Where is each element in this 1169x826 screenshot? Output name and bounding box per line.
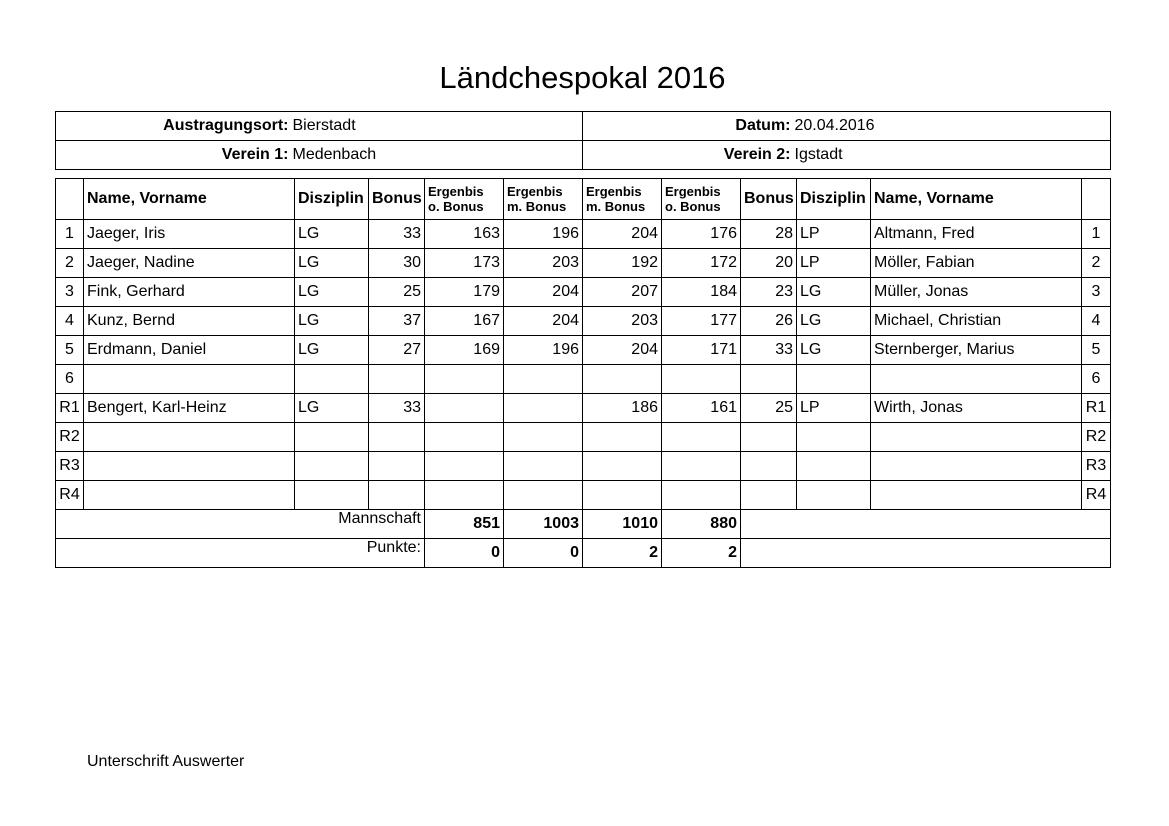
discipline-right-cell [797,365,871,394]
row-label-left: R1 [56,394,84,423]
signature-label: Unterschrift Auswerter [87,753,245,770]
result-without-bonus-left-cell: 167 [425,307,504,336]
name-left-cell: Jaeger, Iris [84,220,295,249]
header-name-left: Name, Vorname [84,179,295,220]
result-without-bonus-right-cell [662,481,741,510]
club2-label: Verein 2: [583,141,795,170]
name-right-cell: Müller, Jonas [871,278,1082,307]
result-with-bonus-left-cell [504,423,583,452]
discipline-left-cell: LG [295,336,369,365]
result-with-bonus-right-cell [583,423,662,452]
points-row [56,539,1111,568]
header-result-with-bonus-left: Ergenbis m. Bonus [504,179,583,220]
bonus-left-cell: 30 [369,249,425,278]
row-label-right: 1 [1082,220,1111,249]
row-label-left: 6 [56,365,84,394]
result-without-bonus-right-cell: 177 [662,307,741,336]
bonus-left-cell: 37 [369,307,425,336]
header-result-with-bonus-right: Ergenbis m. Bonus [583,179,662,220]
points-blank [741,539,1111,568]
venue-label: Austragungsort: [56,112,293,141]
result-with-bonus-left-cell: 203 [504,249,583,278]
result-without-bonus-right-cell: 184 [662,278,741,307]
team-total-value: 1003 [504,510,583,539]
discipline-right-cell [797,423,871,452]
bonus-right-cell: 23 [741,278,797,307]
row-label-right: 6 [1082,365,1111,394]
name-right-cell [871,452,1082,481]
result-without-bonus-right-cell: 171 [662,336,741,365]
result-without-bonus-left-cell: 179 [425,278,504,307]
row-label-right: R4 [1082,481,1111,510]
table-row [56,336,1111,365]
bonus-left-cell [369,481,425,510]
row-label-right: 5 [1082,336,1111,365]
results-header-row [56,179,1111,220]
table-row [56,394,1111,423]
table-row [56,452,1111,481]
row-label-right: R2 [1082,423,1111,452]
name-left-cell: Fink, Gerhard [84,278,295,307]
row-label-right: 2 [1082,249,1111,278]
match-info-row-1 [56,112,1111,141]
result-without-bonus-right-cell: 172 [662,249,741,278]
discipline-left-cell [295,423,369,452]
result-with-bonus-left-cell: 204 [504,278,583,307]
match-info-row-2 [56,141,1111,170]
team-total-value: 1010 [583,510,662,539]
result-without-bonus-left-cell [425,365,504,394]
row-label-right: R3 [1082,452,1111,481]
name-left-cell [84,481,295,510]
discipline-right-cell: LP [797,220,871,249]
result-with-bonus-right-cell: 203 [583,307,662,336]
row-label-left: 4 [56,307,84,336]
row-label-left: 3 [56,278,84,307]
result-without-bonus-left-cell: 173 [425,249,504,278]
name-right-cell [871,365,1082,394]
bonus-right-cell [741,423,797,452]
discipline-left-cell [295,481,369,510]
row-label-right: 3 [1082,278,1111,307]
bonus-right-cell: 20 [741,249,797,278]
result-with-bonus-left-cell [504,452,583,481]
header-name-right: Name, Vorname [871,179,1082,220]
bonus-right-cell: 28 [741,220,797,249]
club2-value: Igstadt [795,141,1111,170]
table-row [56,307,1111,336]
team-total-value: 880 [662,510,741,539]
discipline-right-cell: LP [797,249,871,278]
result-without-bonus-right-cell: 161 [662,394,741,423]
result-without-bonus-left-cell: 163 [425,220,504,249]
venue-value: Bierstadt [293,112,583,141]
team-total-value: 851 [425,510,504,539]
result-without-bonus-right-cell: 176 [662,220,741,249]
name-left-cell: Kunz, Bernd [84,307,295,336]
row-label-left: 2 [56,249,84,278]
result-with-bonus-left-cell: 196 [504,336,583,365]
team-total-row [56,510,1111,539]
points-value: 0 [425,539,504,568]
discipline-right-cell: LP [797,394,871,423]
club1-label: Verein 1: [56,141,293,170]
table-row [56,220,1111,249]
discipline-left-cell: LG [295,220,369,249]
name-left-cell: Jaeger, Nadine [84,249,295,278]
table-row [56,423,1111,452]
table-row [56,278,1111,307]
name-right-cell [871,423,1082,452]
club1-value: Medenbach [293,141,583,170]
match-info-table [55,111,1111,170]
name-right-cell: Sternberger, Marius [871,336,1082,365]
points-value: 2 [662,539,741,568]
points-label: Punkte: [56,539,425,568]
header-discipline-left: Disziplin [295,179,369,220]
discipline-right-cell: LG [797,278,871,307]
table-row [56,481,1111,510]
results-table [55,178,1111,568]
header-bonus-left: Bonus [369,179,425,220]
result-with-bonus-left-cell: 204 [504,307,583,336]
discipline-left-cell: LG [295,394,369,423]
result-with-bonus-left-cell [504,394,583,423]
row-label-left: R4 [56,481,84,510]
team-total-blank [741,510,1111,539]
row-label-left: 5 [56,336,84,365]
points-value: 0 [504,539,583,568]
name-left-cell [84,423,295,452]
name-left-cell: Erdmann, Daniel [84,336,295,365]
bonus-right-cell [741,481,797,510]
result-with-bonus-left-cell: 196 [504,220,583,249]
header-result-without-bonus-left: Ergenbis o. Bonus [425,179,504,220]
result-with-bonus-right-cell: 207 [583,278,662,307]
discipline-left-cell: LG [295,249,369,278]
name-right-cell: Altmann, Fred [871,220,1082,249]
bonus-right-cell: 33 [741,336,797,365]
name-left-cell [84,452,295,481]
header-bonus-right: Bonus [741,179,797,220]
bonus-right-cell [741,365,797,394]
name-right-cell: Möller, Fabian [871,249,1082,278]
result-without-bonus-right-cell [662,365,741,394]
row-label-right: 4 [1082,307,1111,336]
result-with-bonus-right-cell: 204 [583,220,662,249]
bonus-left-cell: 27 [369,336,425,365]
result-with-bonus-left-cell [504,481,583,510]
header-result-without-bonus-right: Ergenbis o. Bonus [662,179,741,220]
name-right-cell [871,481,1082,510]
result-without-bonus-left-cell [425,394,504,423]
result-with-bonus-right-cell [583,365,662,394]
name-right-cell: Michael, Christian [871,307,1082,336]
table-row [56,249,1111,278]
result-without-bonus-right-cell [662,452,741,481]
name-right-cell: Wirth, Jonas [871,394,1082,423]
page-title: Ländchespokal 2016 [439,60,726,95]
bonus-left-cell: 25 [369,278,425,307]
header-blank-left [56,179,84,220]
result-without-bonus-left-cell [425,452,504,481]
result-without-bonus-left-cell: 169 [425,336,504,365]
bonus-left-cell [369,423,425,452]
discipline-right-cell: LG [797,336,871,365]
discipline-left-cell: LG [295,278,369,307]
row-label-left: 1 [56,220,84,249]
discipline-right-cell [797,452,871,481]
header-discipline-right: Disziplin [797,179,871,220]
bonus-right-cell: 26 [741,307,797,336]
team-total-label: Mannschaft [56,510,425,539]
result-with-bonus-left-cell [504,365,583,394]
points-value: 2 [583,539,662,568]
row-label-left: R3 [56,452,84,481]
header-blank-right [1082,179,1111,220]
result-with-bonus-right-cell: 204 [583,336,662,365]
result-with-bonus-right-cell [583,481,662,510]
table-row [56,365,1111,394]
result-without-bonus-right-cell [662,423,741,452]
bonus-left-cell: 33 [369,220,425,249]
bonus-left-cell [369,365,425,394]
discipline-left-cell: LG [295,307,369,336]
discipline-left-cell [295,452,369,481]
result-without-bonus-left-cell [425,423,504,452]
bonus-left-cell: 33 [369,394,425,423]
discipline-left-cell [295,365,369,394]
result-without-bonus-left-cell [425,481,504,510]
result-with-bonus-right-cell: 192 [583,249,662,278]
date-value: 20.04.2016 [795,112,1111,141]
result-with-bonus-right-cell [583,452,662,481]
discipline-right-cell [797,481,871,510]
bonus-right-cell: 25 [741,394,797,423]
date-label: Datum: [583,112,795,141]
bonus-right-cell [741,452,797,481]
name-left-cell: Bengert, Karl-Heinz [84,394,295,423]
bonus-left-cell [369,452,425,481]
row-label-left: R2 [56,423,84,452]
row-label-right: R1 [1082,394,1111,423]
result-with-bonus-right-cell: 186 [583,394,662,423]
discipline-right-cell: LG [797,307,871,336]
name-left-cell [84,365,295,394]
